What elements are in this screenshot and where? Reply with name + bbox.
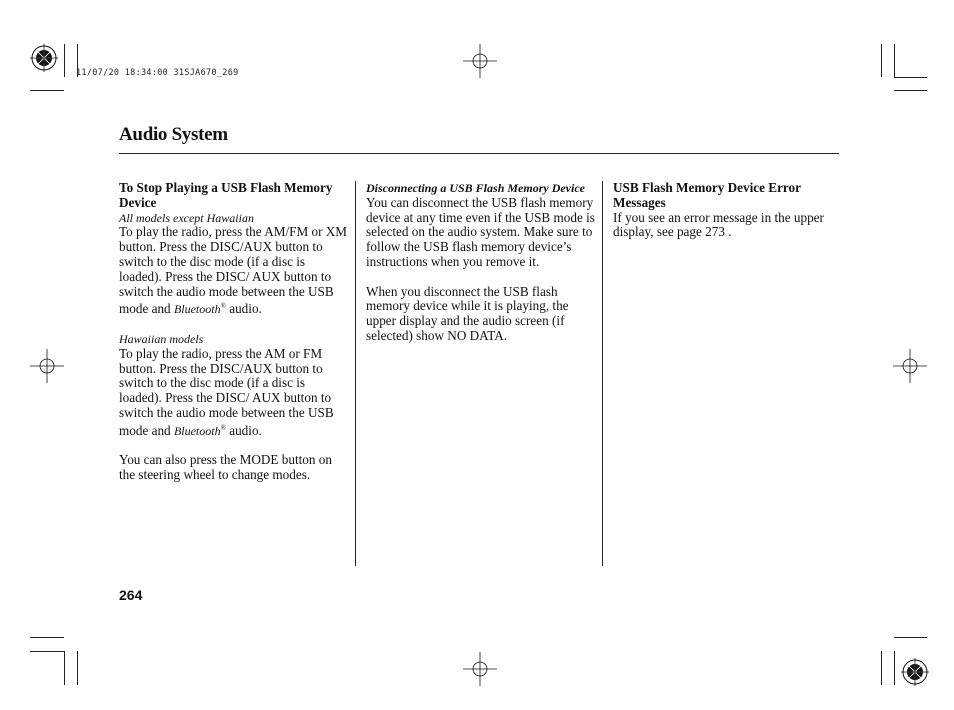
column-disconnecting — [366, 181, 598, 344]
registration-target-bottom-right — [901, 658, 929, 686]
paragraph: You can also press the MODE button on the steering wheel to change modes. — [119, 452, 332, 483]
crosshair-top-center — [463, 44, 497, 78]
crop-mark — [77, 651, 78, 685]
crosshair-right-middle — [893, 349, 927, 383]
crop-mark — [881, 44, 882, 77]
registered-mark: ® — [220, 423, 226, 432]
page-title: Audio System — [119, 124, 228, 145]
registration-target-top-left — [30, 44, 58, 72]
paragraph-text: audio. — [225, 422, 262, 438]
registered-mark: ® — [220, 302, 226, 311]
paragraph — [119, 225, 351, 317]
paragraph: When you disconnect the USB flash memory device while it is playing, the upper display and the audio screen (if selected) show NO DATA. — [366, 283, 569, 343]
paragraph-text: audio. — [225, 301, 262, 317]
crop-mark — [64, 651, 65, 685]
crop-mark — [894, 77, 927, 78]
crop-mark — [894, 44, 895, 77]
print-info: 11/07/20 18:34:00 31SJA670_269 — [76, 68, 239, 78]
model-subheading: Hawaiian models — [119, 331, 204, 346]
paragraph-text: To play the radio, press the AM/FM or XM button. Press the DISC/AUX button to switch to the disc mode (if a disc is loaded). Press the DISC/ AUX button to switch the audio mode between the USB mode and — [119, 224, 348, 317]
column-divider — [602, 181, 603, 566]
section-heading: To Stop Playing a USB Flash Memory Device — [119, 180, 333, 210]
bluetooth-term: Bluetooth — [173, 423, 221, 438]
section-heading: USB Flash Memory Device Error Messages — [613, 180, 801, 210]
crop-mark — [894, 637, 927, 638]
crosshair-left-middle — [30, 349, 64, 383]
paragraph-text: To play the radio, press the AM or FM button. Press the DISC/AUX button to switch to the disc mode (if a disc is loaded). Press the DISC/ AUX button to switch the audio mode between the USB mode and — [119, 345, 334, 438]
section-heading: Disconnecting a USB Flash Memory Device — [366, 181, 585, 195]
crosshair-bottom-center — [463, 652, 497, 686]
title-rule — [119, 153, 839, 154]
paragraph: You can disconnect the USB flash memory device at any time even if the USB mode is selected on the audio system. Make sure to follow the USB flash memory device’s instructions when you remove it. — [366, 194, 595, 269]
crop-mark — [894, 90, 927, 91]
column-error-messages — [613, 181, 841, 240]
bluetooth-term: Bluetooth — [173, 302, 221, 317]
crop-mark — [30, 90, 64, 91]
crop-mark — [30, 651, 64, 652]
paragraph: If you see an error message in the upper display, see page 273 . — [613, 209, 824, 240]
page-number: 264 — [119, 587, 143, 603]
crop-mark — [30, 637, 64, 638]
crop-mark — [894, 651, 895, 685]
crop-mark — [64, 44, 65, 77]
paragraph — [119, 347, 351, 439]
model-subheading: All models except Hawaiian — [119, 210, 254, 225]
column-divider — [355, 181, 356, 566]
column-stop-playing — [119, 181, 351, 483]
crop-mark — [881, 651, 882, 685]
